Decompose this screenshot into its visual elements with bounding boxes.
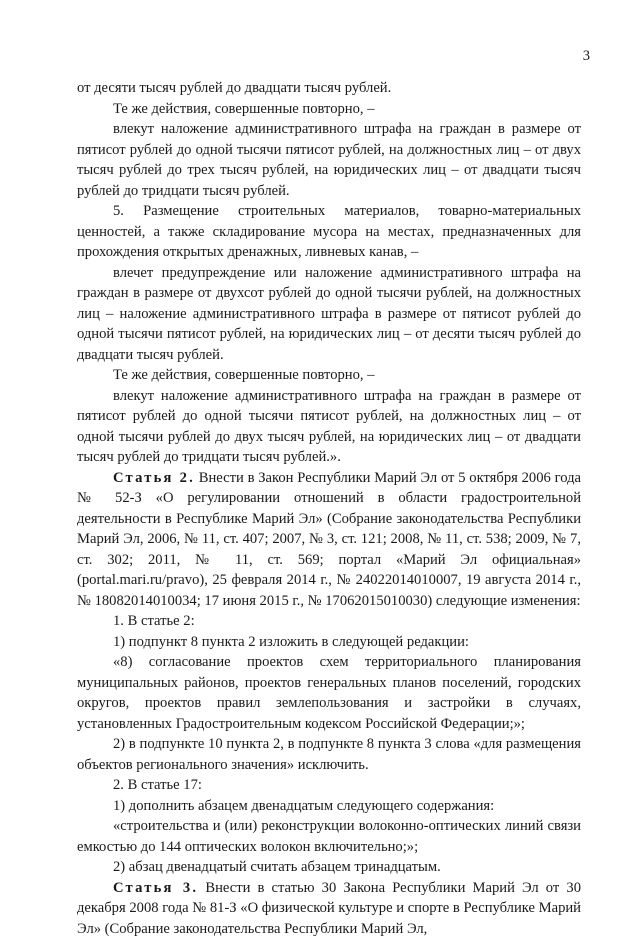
document-body	[77, 78, 581, 939]
article-3-text: Внести в статью 30 Закона Республики Марий Эл от 30 декабря 2008 года № 81-З «О физической культуре и спорте в Республике Марий Эл» (Собрание законодательства Республики Марий Эл,	[77, 880, 581, 937]
article-2-paragraph	[77, 468, 581, 612]
article-2-item-4: 2) в подпункте 10 пункта 2, в подпункте 8 пункта 3 слова «для размещения объектов регионального значения» исключить.	[77, 734, 581, 775]
article-2-item-5: 2. В статье 17:	[77, 775, 581, 796]
article-2-item-3: «8) согласование проектов схем территориального планирования муниципальных районов, проектов генеральных планов поселений, городских округов, проектов правил землепользования и застройки в случаях, установленных Градостроительным кодексом Российской Федерации;»;	[77, 652, 581, 734]
article-2-item-2: 1) подпункт 8 пункта 2 изложить в следующей редакции:	[77, 632, 581, 653]
paragraph-3: влекут наложение административного штрафа на граждан в размере от пятисот рублей до одной тысячи пятисот рублей, на должностных лиц – от двух тысяч рублей до трех тысяч рублей, на юридических лиц – от двадцати тысяч рублей до тридцати тысяч рублей.	[77, 119, 581, 201]
paragraph-1: от десяти тысяч рублей до двадцати тысяч рублей.	[77, 78, 581, 99]
page-number: 3	[560, 46, 590, 67]
article-2-item-7: «строительства и (или) реконструкции волоконно-оптических линий связи емкостью до 144 оптических волокон включительно;»;	[77, 816, 581, 857]
article-3-heading: Статья 3.	[113, 880, 198, 896]
paragraph-2: Те же действия, совершенные повторно, –	[77, 99, 581, 120]
article-3-paragraph	[77, 878, 581, 939]
article-2-item-8: 2) абзац двенадцатый считать абзацем тринадцатым.	[77, 857, 581, 878]
article-2-item-6: 1) дополнить абзацем двенадцатым следующего содержания:	[77, 796, 581, 817]
article-2-heading: Статья 2.	[113, 470, 195, 486]
paragraph-5: влечет предупреждение или наложение административного штрафа на граждан в размере от двухсот рублей до одной тысячи рублей, на должностных лиц – наложение административного штрафа в размере от пятисот рублей до одной тысячи пятисот рублей, на юридических лиц – от десяти тысяч рублей до двадцати тысяч рублей.	[77, 263, 581, 366]
paragraph-7: влекут наложение административного штрафа на граждан в размере от пятисот рублей до одной тысячи пятисот рублей, на должностных лиц – от одной тысячи рублей до двух тысяч рублей, на юридических лиц – от двадцати тысяч рублей до тридцати тысяч рублей.».	[77, 386, 581, 468]
article-2-item-1: 1. В статье 2:	[77, 611, 581, 632]
paragraph-6: Те же действия, совершенные повторно, –	[77, 365, 581, 386]
paragraph-4: 5. Размещение строительных материалов, товарно-материальных ценностей, а также складирование мусора на местах, предназначенных для прохождения открытых дренажных, ливневых канав, –	[77, 201, 581, 263]
article-2-text: Внести в Закон Республики Марий Эл от 5 октября 2006 года № 52-З «О регулировании отношений в области градостроительной деятельности в Республике Марий Эл» (Собрание законодательства Республики Марий Эл, 2006, № 11, ст. 407; 2007, № 3, ст. 121; 2008, № 11, ст. 538; 2009, № 7, ст. 302; 2011, № 11, ст. 569; портал «Марий Эл официальная» (portal.mari.ru/pravo), 25 февраля 2014 г., № 24022014010007, 19 августа 2014 г., № 18082014010034; 17 июня 2015 г., № 17062015010030) следующие изменения:	[77, 470, 581, 609]
